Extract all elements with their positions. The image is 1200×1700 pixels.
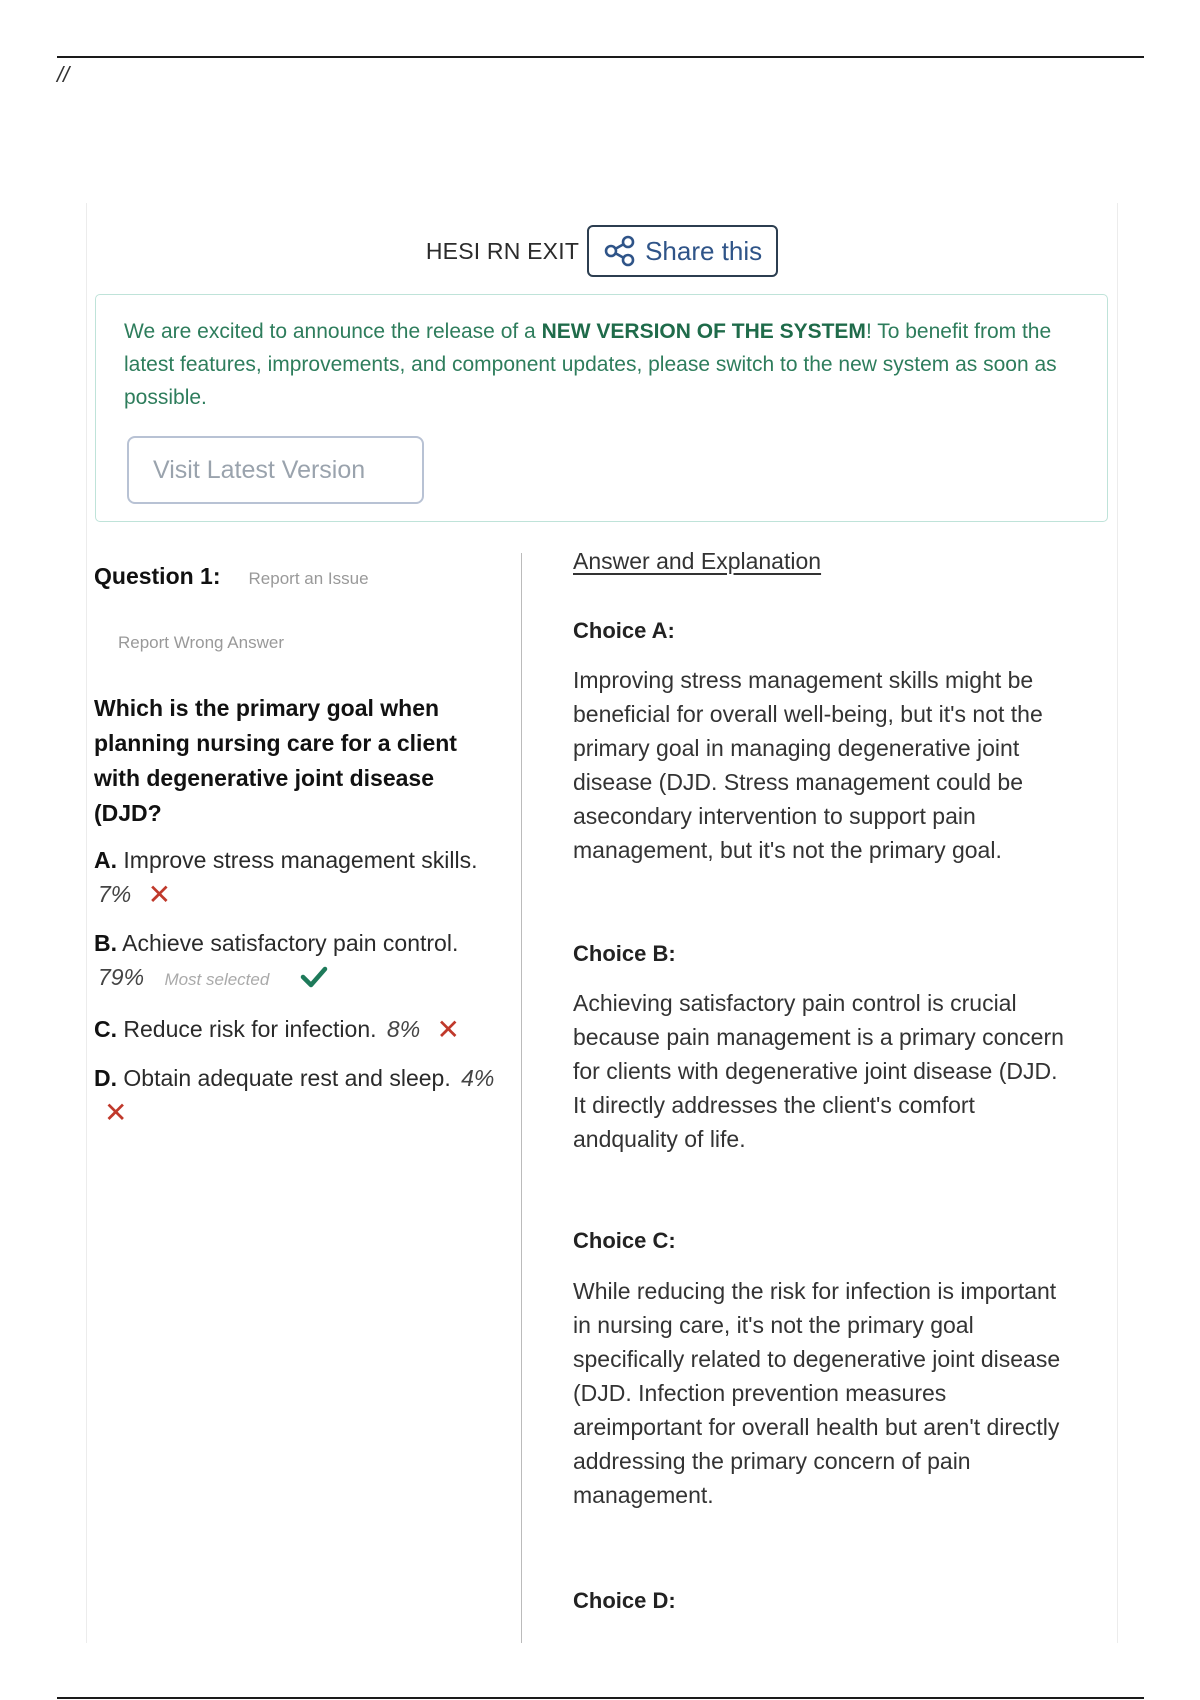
most-selected-label: Most selected — [164, 970, 270, 989]
option-c[interactable] — [94, 1012, 509, 1047]
option-percent: 79% — [98, 964, 145, 990]
option-text: Achieve satisfactory pain control. — [122, 930, 459, 956]
choice-a-explanation: Improving stress management skills might be beneficial for overall well-being, but it's not the primary goal in managing degenerative joint disease (DJD. Stress management could be asecondary intervention to support pain management, but it's not the primary goal. — [573, 667, 1043, 863]
choice-d-heading: Choice D: — [573, 1588, 676, 1613]
option-text: Reduce risk for infection. — [123, 1016, 377, 1042]
share-button[interactable] — [587, 225, 778, 277]
wrong-x-icon: ✕ — [104, 1097, 128, 1128]
question-label: Question 1: — [94, 563, 221, 589]
answer-explanation-title: Answer and Explanation — [573, 548, 822, 574]
visit-latest-version-button[interactable]: Visit Latest Version — [127, 436, 424, 504]
page-slashes: // — [57, 62, 70, 87]
share-icon — [603, 234, 637, 268]
question-header — [94, 563, 504, 590]
bottom-rule — [57, 1697, 1144, 1699]
exam-title: HESI RN EXIT — [425, 237, 580, 264]
notice-text-bold: NEW VERSION OF THE SYSTEM — [541, 320, 866, 343]
choice-b-explanation: Achieving satisfactory pain control is crucial because pain management is a primary concern for clients with degenerative joint disease (DJD. It directly addresses the client's comfort andquality of life. — [573, 990, 1064, 1152]
choice-c-explanation: While reducing the risk for infection is important in nursing care, it's not the primary goal specifically related to degenerative joint disease (DJD. Infection prevention measures areimportant for overall health but aren't directly addressing the primary concern of pain management. — [573, 1278, 1061, 1508]
share-label: Share this — [645, 235, 763, 266]
report-issue-link[interactable]: Report an Issue — [248, 569, 369, 588]
header-row — [87, 225, 1117, 277]
wrong-x-icon: ✕ — [147, 879, 172, 910]
wrong-x-icon: ✕ — [436, 1014, 461, 1045]
option-percent: 4% — [461, 1065, 495, 1091]
answer-column — [573, 548, 1073, 1613]
option-text: Obtain adequate rest and sleep. — [123, 1065, 451, 1091]
option-letter: D. — [94, 1065, 117, 1091]
options-list — [94, 843, 509, 1144]
option-a[interactable] — [94, 843, 509, 912]
choice-a-heading: Choice A: — [573, 618, 675, 643]
question-column — [94, 563, 504, 1128]
choice-c-heading: Choice C: — [573, 1228, 676, 1253]
column-divider — [521, 553, 522, 1643]
new-version-notice — [95, 294, 1108, 522]
option-letter: B. — [94, 930, 117, 956]
notice-text-after: ! To benefit from the latest features, improvements, and component updates, please switch to the new system as soon as possible. — [124, 320, 1057, 409]
option-letter: A. — [94, 847, 117, 873]
option-text: Improve stress management skills. — [123, 847, 478, 873]
question-text: Which is the primary goal when planning nursing care for a client with degenerative joint disease (DJD? — [94, 695, 457, 826]
question-card — [86, 203, 1118, 1643]
notice-text — [124, 315, 1079, 414]
correct-check-icon — [300, 964, 328, 998]
report-wrong-answer-link[interactable]: Report Wrong Answer — [118, 633, 284, 652]
option-letter: C. — [94, 1016, 117, 1042]
notice-text-before: We are excited to announce the release of a — [124, 320, 542, 343]
top-rule — [57, 56, 1144, 58]
option-d[interactable] — [94, 1061, 509, 1130]
option-b[interactable] — [94, 926, 509, 998]
option-percent: 8% — [386, 1016, 421, 1042]
choice-b-heading: Choice B: — [573, 941, 676, 966]
option-percent: 7% — [98, 881, 132, 907]
